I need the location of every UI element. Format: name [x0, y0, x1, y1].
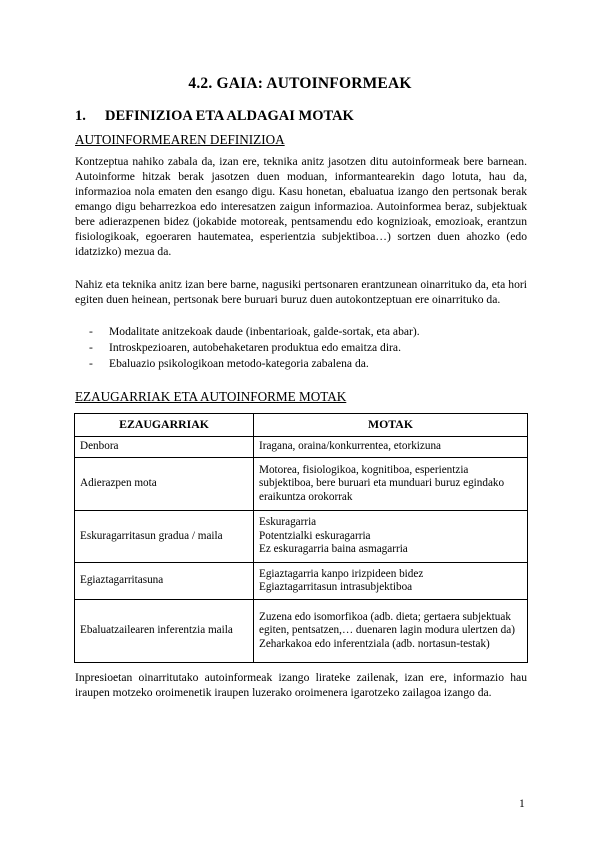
section-heading [75, 108, 354, 125]
column-header-features: EZAUGARRIAK [75, 414, 254, 437]
types-cell: Motorea, fisiologikoa, kognitiboa, esperientzia subjektiboa, bere buruari eta munduari buruz egindako eraikuntza orokorrak [254, 458, 528, 511]
table-header-row [75, 414, 528, 437]
table-row [75, 458, 528, 511]
feature-cell: Ebaluatzailearen inferentzia maila [75, 600, 254, 663]
page-number: 1 [519, 797, 525, 810]
feature-cell: Egiaztagarritasuna [75, 563, 254, 600]
list-item: - Ebaluazio psikologikoan metodo-kategoria zabalena da. [89, 357, 369, 370]
features-heading: EZAUGARRIAK ETA AUTOINFORME MOTAK [75, 389, 347, 404]
column-header-types: MOTAK [254, 414, 528, 437]
feature-cell: Adierazpen mota [75, 458, 254, 511]
table-row [75, 511, 528, 563]
definition-paragraph-2: Nahiz eta teknika anitz izan bere barne, nagusiki pertsonaren erantzunean oinarrituko da, eta hori egiten duen heinean, pertsonak bere buruari buruz duen autokontzeptuan ere oinarrituko da. [75, 278, 527, 306]
table-row [75, 437, 528, 458]
list-item: - Introskpezioaren, autobehaketaren produktua edo emaitza dira. [89, 341, 401, 354]
features-table [74, 413, 528, 663]
list-item: - Modalitate anitzekoak daude (inbentarioak, galde-sortak, eta abar). [89, 325, 420, 338]
section-title: DEFINIZIOA ETA ALDAGAI MOTAK [105, 108, 354, 124]
types-cell: Eskuragarria Potentzialki eskuragarria Ez eskuragarria baina asmagarria [254, 511, 528, 563]
closing-paragraph: Inpresioetan oinarritutako autoinformeak izango lirateke zailenak, izan ere, informazio hau iraupen motzeko oroimenetik iraupen luzerako oroimenera igarotzeko zailagoa izango da. [75, 671, 527, 699]
table-row [75, 600, 528, 663]
section-number: 1. [75, 108, 86, 124]
definition-heading: AUTOINFORMEAREN DEFINIZIOA [75, 132, 285, 147]
types-cell: Zuzena edo isomorfikoa (adb. dieta; gertaera subjektuak egiten, pentsatzen,… duenaren lagin modura ulertzen da) Zeharkakoa edo inferentziala (adb. nortasun-testak) [254, 600, 528, 663]
table-row [75, 563, 528, 600]
definition-paragraph-1: Kontzeptua nahiko zabala da, izan ere, teknika anitz jasotzen ditu autoinformeak bere barnean. Autoinforme hitzak berak jasotzen duen moduan, informantearekin dago lotuta, hau da, informazioa nola ematen den esango digu. Kasu honetan, ebaluatua izango den pertsonak berak emango digu beharrezkoa edo interesatzen zaigun informazioa. Autoinformea beraz, subjektuak bere adierazpenen bidez (jokabide motoreak, pentsamendu edo kognizioak, emozioak, erantzun fisiologikoak, egoeraren hautematea, esperientzia subjektiboa…) sortzen duen ahozko (edo idatzizko) mezua da. [75, 155, 527, 258]
types-cell: Egiaztagarria kanpo irizpideen bidez Egiaztagarritasun intrasubjektiboa [254, 563, 528, 600]
feature-cell: Eskuragarritasun gradua / maila [75, 511, 254, 563]
chapter-title: 4.2. GAIA: AUTOINFORMEAK [188, 75, 412, 92]
characteristics-list [75, 324, 527, 372]
types-cell: Iragana, oraina/konkurrentea, etorkizuna [254, 437, 528, 458]
feature-cell: Denbora [75, 437, 254, 458]
